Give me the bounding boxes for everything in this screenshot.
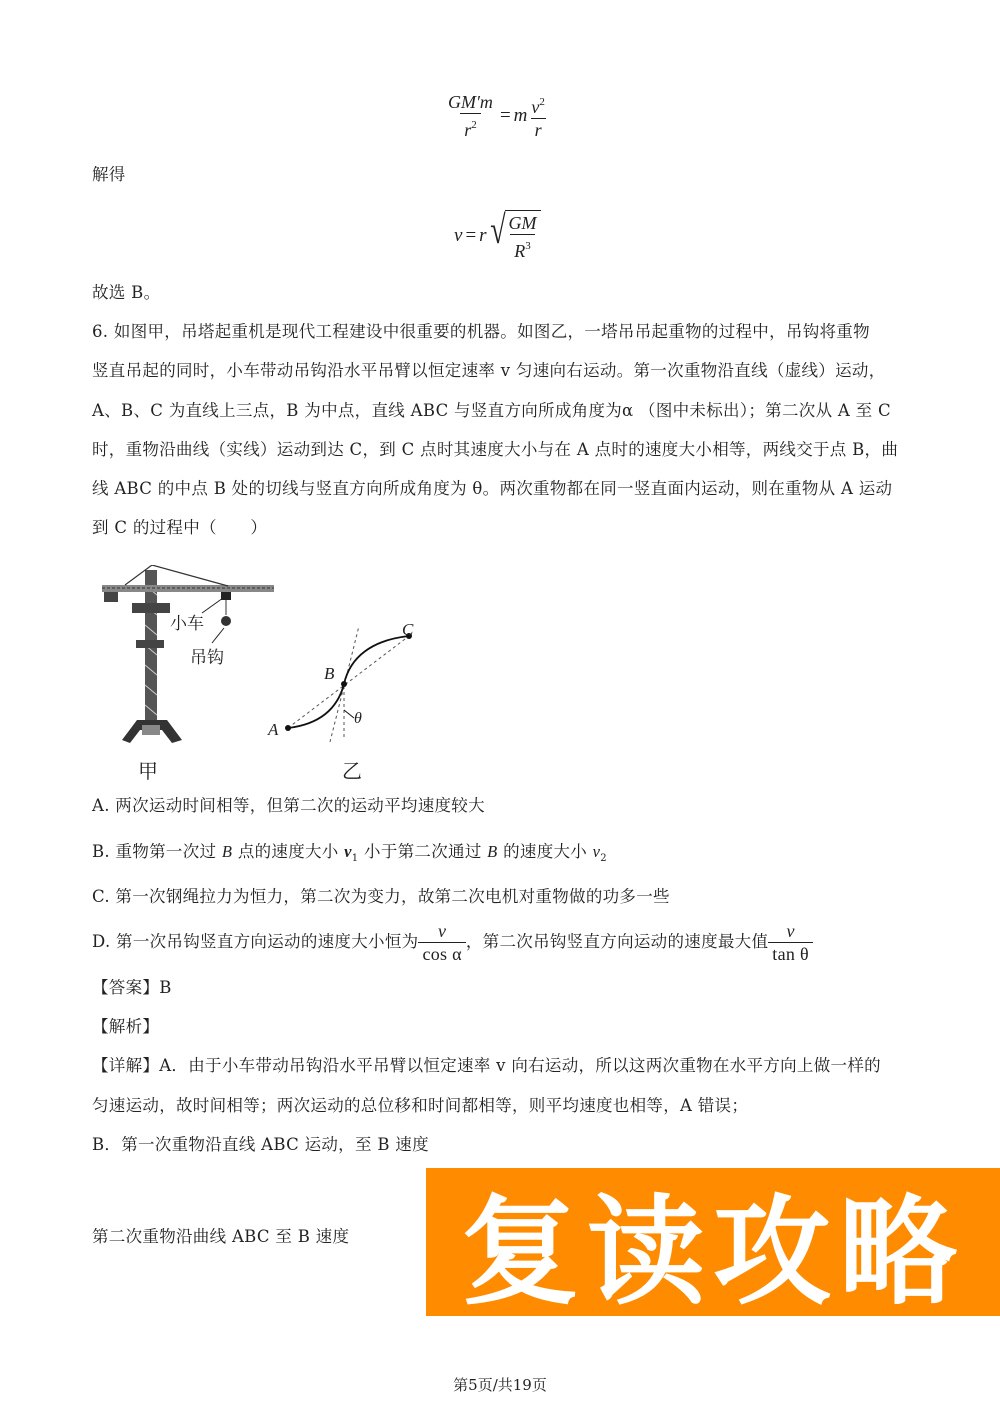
figure-trajectory <box>262 612 432 782</box>
watermark-banner: 复读攻略 <box>426 1168 1000 1316</box>
square-root: √ $\frac{GM}{R^3}$ <box>487 210 541 261</box>
question-line-1: 6. 如图甲，吊塔起重机是现代工程建设中很重要的机器。如图乙，一塔吊吊起重物的过程中，吊钩将重物 <box>92 322 870 341</box>
detail-line-3: B．第一次重物沿直线 ABC 运动，至 B 速度 <box>92 1135 429 1154</box>
caption-yi: 乙 <box>342 759 362 783</box>
point-b-label: B <box>324 664 335 683</box>
detail-line-1: 【详解】A．由于小车带动吊钩沿水平吊臂以恒定速率 v 向右运动，所以这两次重物在水平方向上做一样的 <box>92 1056 881 1075</box>
conclusion: 故选 B。 <box>92 283 161 302</box>
question-line-5: 线 ABC 的中点 B 处的切线与竖直方向所成角度为 θ。两次重物都在同一竖直面内运动，则在重物从 A 运动 <box>92 479 893 498</box>
detail-line-4: 第二次重物沿曲线 ABC 至 B 速度 <box>92 1227 350 1246</box>
question-line-4: 时，重物沿曲线（实线）运动到达 C，到 C 点时其速度大小与在 A 点时的速度大小相等，两线交于点 B，曲 <box>92 440 899 459</box>
point-c-label: C <box>402 620 414 639</box>
equation-gravity <box>444 92 549 140</box>
equals-sign: = <box>499 105 511 126</box>
label-cart: 小车 <box>170 614 204 634</box>
option-d: D. 第一次吊钩竖直方向运动的速度大小恒为 $\frac{v}{\text{cos α}}$ ，第二次吊钩竖直方向运动的速度最大值 $\frac{v}{\text{tan θ}}$ <box>92 920 813 964</box>
numerator: GM′m <box>448 92 493 112</box>
analysis-label: 【解析】 <box>92 1017 160 1036</box>
coefficient: m <box>513 105 528 126</box>
angle-theta-label: θ <box>354 710 362 727</box>
fraction-v-over-tan-theta: $\frac{v}{\text{tan θ}}$ <box>768 921 813 964</box>
answer: 【答案】B <box>92 978 172 997</box>
option-c: C. 第一次钢绳拉力为恒力，第二次为变力，故第二次电机对重物做的功多一些 <box>92 887 670 906</box>
figure-crane <box>92 565 282 783</box>
fraction-v-over-cos-alpha: $\frac{v}{\text{cos α}}$ <box>418 921 465 964</box>
crane-illustration <box>92 565 282 755</box>
point-a-label: A <box>268 720 279 739</box>
option-b: B. 重物第一次过 B 点的速度大小 $v_1$ 小于第二次通过 B 的速度大小 $v_2$ <box>92 842 607 864</box>
solve-label: 解得 <box>92 165 126 184</box>
question-line-3: A、B、C 为直线上三点，B 为中点，直线 ABC 与竖直方向所成角度为α （图中未标出）；第二次从 A 至 C <box>92 401 891 420</box>
page-number: 第5页/共19页 <box>453 1376 547 1394</box>
fraction-rhs: $\frac{v^2}{r}$ <box>531 96 545 140</box>
question-line-6: 到 C 的过程中（ ） <box>92 518 268 537</box>
option-a: A. 两次运动时间相等，但第二次的运动平均速度较大 <box>92 796 485 815</box>
detail-line-2: 匀速运动，故时间相等；两次运动的总位移和时间都相等，则平均速度也相等，A 错误； <box>92 1096 749 1115</box>
equation-velocity: v = r √ $\frac{GM}{R^3}$ <box>454 210 541 261</box>
label-hook: 吊钩 <box>190 648 224 668</box>
denominator: $r^2$ <box>460 113 481 140</box>
caption-jia: 甲 <box>138 759 158 783</box>
question-line-2: 竖直吊起的同时，小车带动吊钩沿水平吊臂以恒定速率 v 匀速向右运动。第一次重物沿直线（虚线）运动， <box>92 361 886 380</box>
fraction-lhs <box>444 92 497 140</box>
